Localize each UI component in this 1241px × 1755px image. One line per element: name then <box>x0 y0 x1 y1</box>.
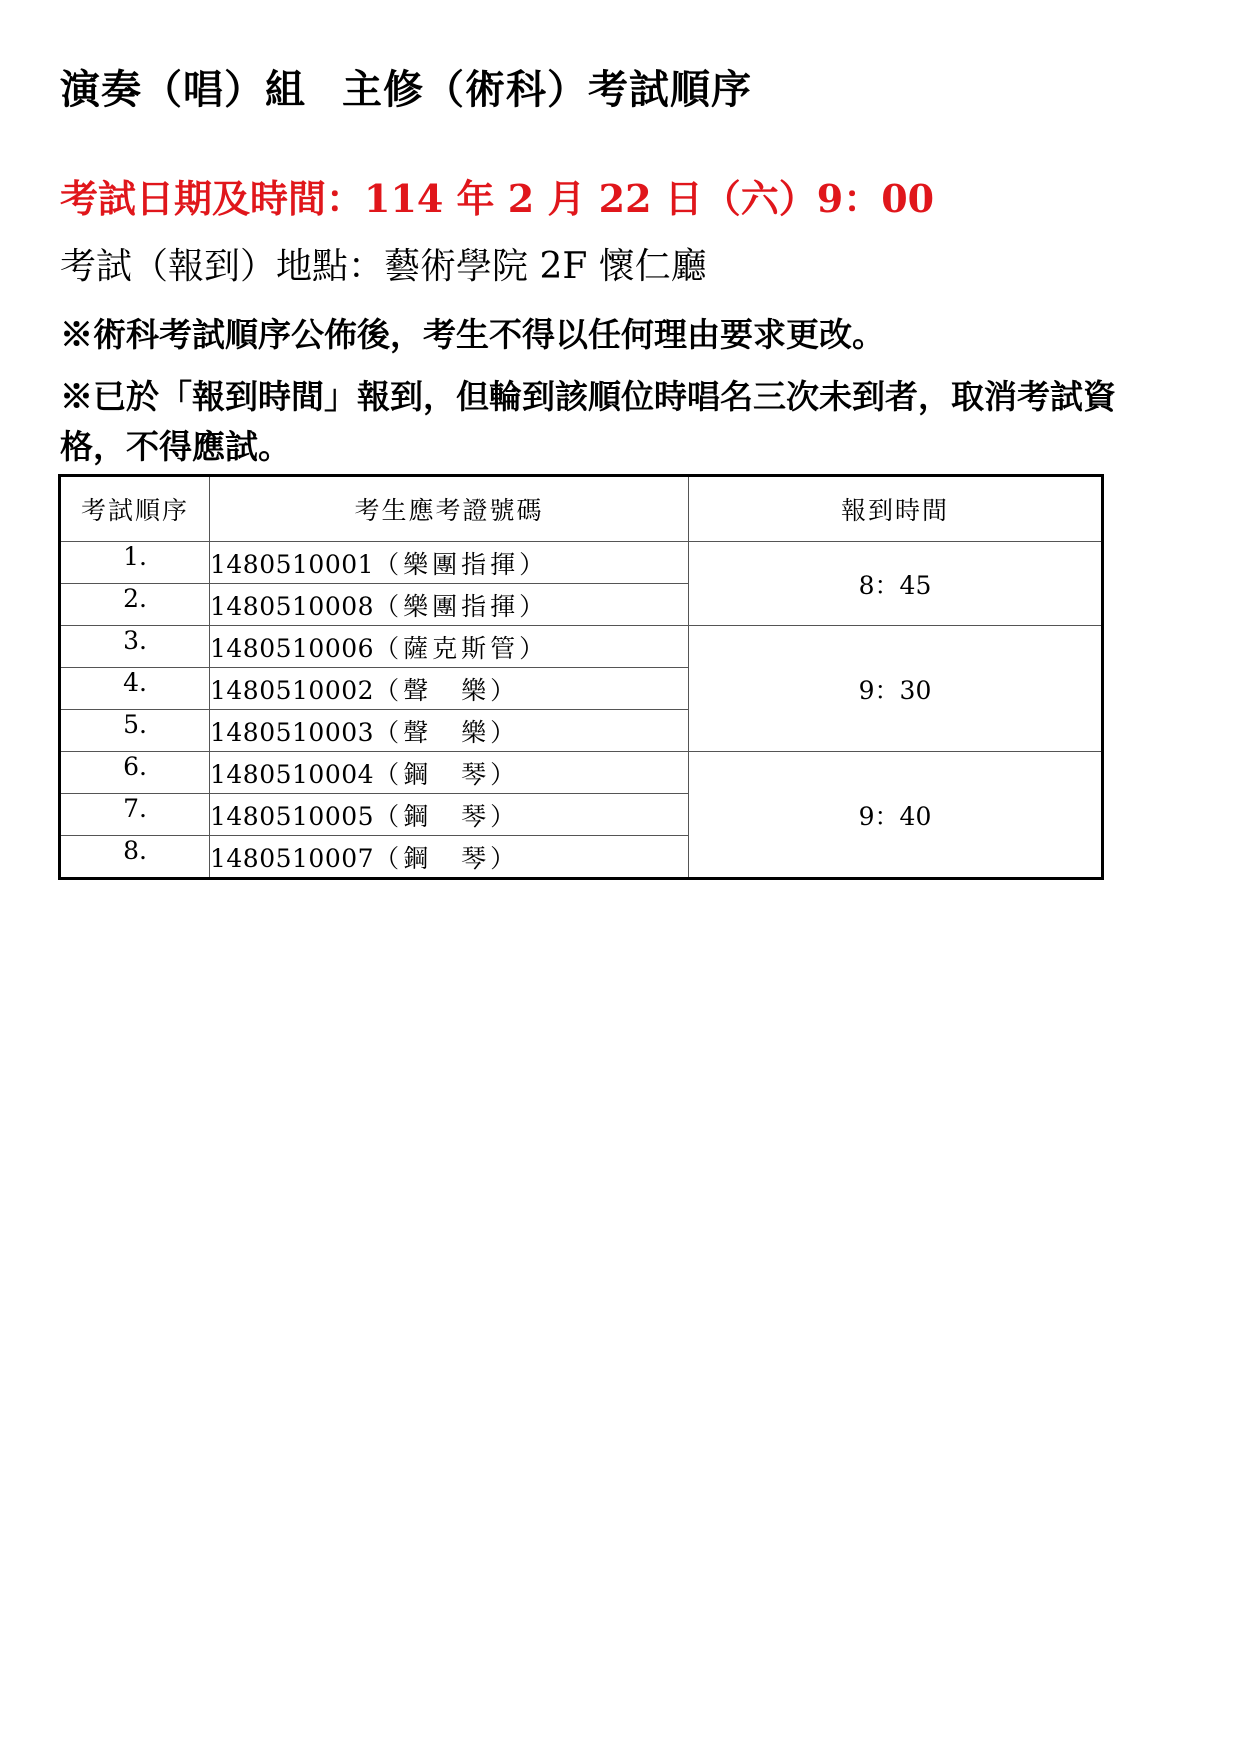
exam-location-line: 考試（報到）地點：藝術學院 2F 懷仁廳 <box>60 246 707 287</box>
instrument: （樂團指揮） <box>374 549 549 579</box>
table-row <box>60 752 1103 794</box>
exam-order-table <box>58 474 1104 880</box>
exam-id-cell <box>210 752 689 794</box>
table-header-row <box>60 476 1103 542</box>
page-title <box>60 58 752 115</box>
order-cell: 1. <box>60 542 210 584</box>
checkin-time-cell: 9：40 <box>689 752 1103 879</box>
instrument: （鋼 琴） <box>374 759 520 789</box>
order-cell: 4. <box>60 668 210 710</box>
table-row <box>60 626 1103 668</box>
instrument: （聲 樂） <box>374 717 520 747</box>
exam-date-line: 考試日期及時間：114 年 2 月 22 日（六）9：00 <box>60 176 935 221</box>
exam-id-cell <box>210 584 689 626</box>
exam-id: 1480510004 <box>210 759 375 789</box>
header-checkin-time: 報到時間 <box>689 476 1103 542</box>
order-cell: 2. <box>60 584 210 626</box>
instrument: （鋼 琴） <box>374 801 520 831</box>
exam-id: 1480510006 <box>210 633 375 663</box>
order-cell: 7. <box>60 794 210 836</box>
order-cell: 5. <box>60 710 210 752</box>
notice-order-fixed: ※術科考試順序公佈後，考生不得以任何理由要求更改。 <box>60 315 885 354</box>
instrument: （薩克斯管） <box>374 633 549 663</box>
table-row <box>60 542 1103 584</box>
header-exam-id: 考生應考證號碼 <box>210 476 689 542</box>
instrument: （聲 樂） <box>374 675 520 705</box>
order-cell: 8. <box>60 836 210 879</box>
exam-id: 1480510003 <box>210 717 375 747</box>
order-cell: 3. <box>60 626 210 668</box>
checkin-time-cell: 9：30 <box>689 626 1103 752</box>
checkin-time-cell: 8：45 <box>689 542 1103 626</box>
exam-id-cell <box>210 668 689 710</box>
exam-id-cell <box>210 626 689 668</box>
order-cell: 6. <box>60 752 210 794</box>
exam-id-cell <box>210 542 689 584</box>
exam-id-cell <box>210 794 689 836</box>
exam-id: 1480510002 <box>210 675 375 705</box>
instrument: （樂團指揮） <box>374 591 549 621</box>
exam-id-cell <box>210 836 689 879</box>
instrument: （鋼 琴） <box>374 843 520 873</box>
title-group: 演奏（唱）組 <box>60 66 306 113</box>
header-order: 考試順序 <box>60 476 210 542</box>
exam-id-cell <box>210 710 689 752</box>
exam-id: 1480510007 <box>210 843 375 873</box>
exam-id: 1480510001 <box>210 549 375 579</box>
notice-roll-call: ※已於「報到時間」報到，但輪到該順位時唱名三次未到者，取消考試資格，不得應試。 <box>60 377 1116 466</box>
title-subject: 主修（術科）考試順序 <box>342 66 752 113</box>
exam-id: 1480510005 <box>210 801 375 831</box>
exam-id: 1480510008 <box>210 591 375 621</box>
